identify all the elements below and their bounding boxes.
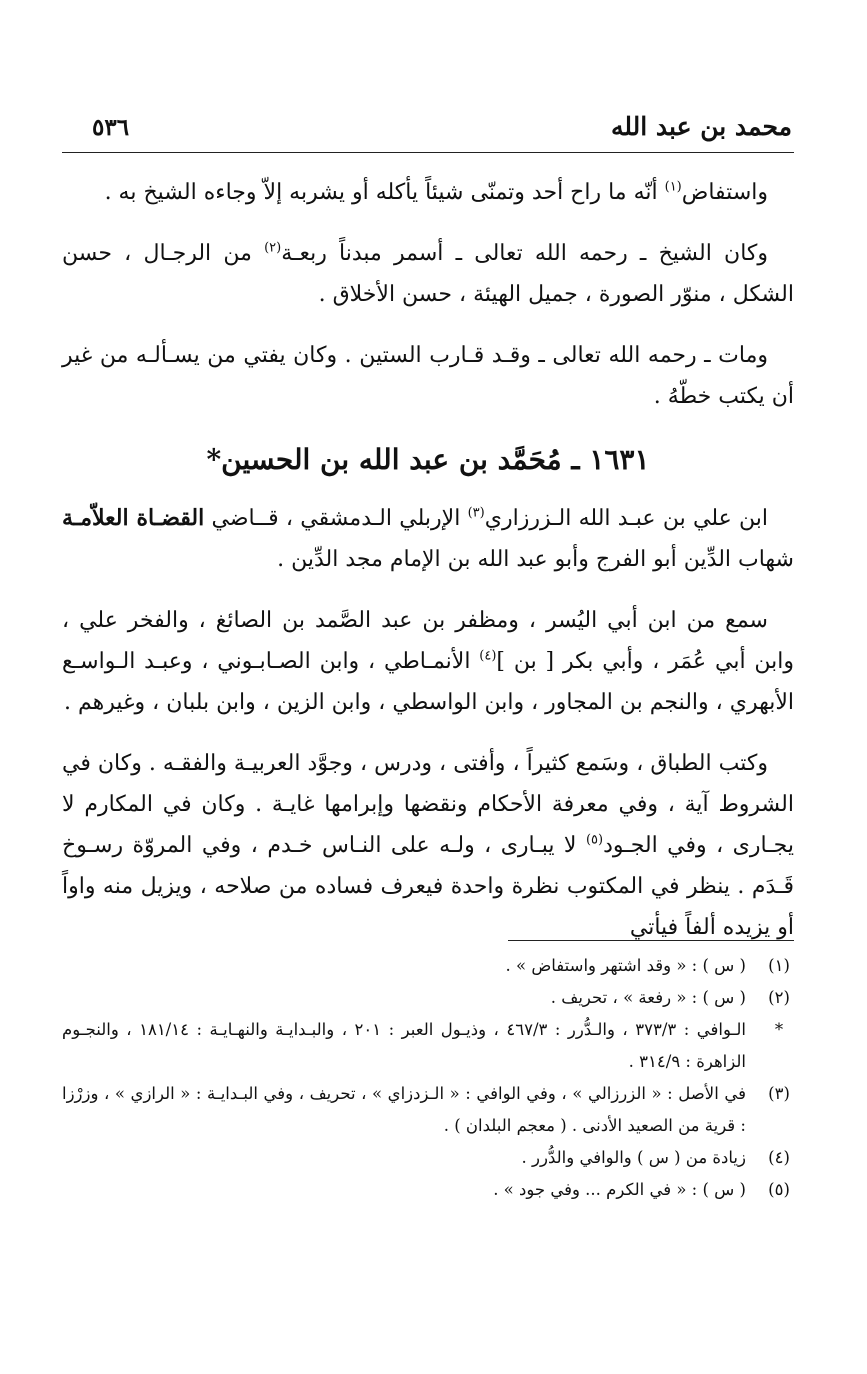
bold-title: القضـاة العلاّمـة (62, 505, 205, 531)
main-text (62, 172, 794, 968)
paragraph-1 (62, 172, 794, 213)
page-number: ٥٣٦ (92, 114, 130, 141)
running-title: محمد بن عبد الله (610, 112, 792, 141)
footnote (62, 1142, 794, 1174)
text-run: من الرجـال ، حسن الشكل ، منوّر الصورة ، جميل الهيئة ، حسن الأخلاق . (62, 241, 794, 307)
text-run: أنّه ما راح أحد وتمنّى شيئاً يأكله أو يشربه إلاّ وجاءه الشيخ به . (104, 180, 665, 205)
footnote-ref-1: (١) (664, 179, 682, 195)
footnote (62, 982, 794, 1014)
paragraph-5 (62, 600, 794, 723)
text-run: شهاب الدِّين أبو الفرج وأبو عبد الله بن الإمام مجد الدِّين . (277, 547, 794, 572)
paragraph-3: ومات ـ رحمه الله تعالى ـ وقـد قـارب الستين . وكان يفتي من يسـألـه من غير أن يكتب خطّهُ . (62, 343, 794, 409)
page (62, 108, 794, 1338)
text-run: واستفاض (681, 180, 768, 205)
text-run: ابن علي بن عبـد الله الـزرزاري (484, 506, 769, 531)
running-header (62, 108, 794, 153)
entry-heading (62, 439, 794, 480)
text-run: الأنمـاطي ، وابن الصـابـوني ، وعبـد الـواسـع الأبهري ، والنجم بن المجاور ، وابن الواسطي ، وابن الزين ، وابن بلبان ، وغيرهم . (62, 649, 794, 715)
footnote-number: (١) (768, 956, 790, 975)
text-run: لا يبـارى ، ولـه على النـاس خـدم ، وفي المروّة رسـوخ قَـدَم . ينظر في المكتوب نظرة واحدة فيعرف فساده من صلاحه ، ويزيل منه واواً أو يزيده ألفاً فيأتي (62, 833, 794, 940)
footnote (62, 1078, 794, 1142)
footnote-ref-2: (٢) (264, 240, 282, 256)
text-run: سمع من ابن أبي اليُسر ، ومظفر بن عبد الصَّمد بن الصائغ ، والفخر علي ، وابن أبي عُمَر ، وأبي بكر [ بن ] (62, 608, 794, 674)
footnote-ref-5: (٥) (585, 832, 604, 848)
footnote-separator (508, 940, 794, 941)
footnote (62, 1174, 794, 1206)
paragraph-4 (62, 498, 794, 580)
footnote-number: (٢) (768, 988, 790, 1007)
footnote-ref-4: (٤) (479, 648, 497, 664)
paragraph-2 (62, 233, 794, 315)
footnote-number: * (774, 1020, 784, 1039)
heading-text: ١٦٣١ ـ مُحَمَّد بن عبد الله بن الحسين (221, 443, 650, 476)
text-run: وكتب الطباق ، وسَمع كثيراً ، وأفتى ، ودرس ، وجوَّد العربيـة والفقـه . وكان في الشروط آية ، وفي معرفة الأحكام ونقضها وإبرامها غايـة . وكان في المكارم لا يجـارى ، وفي الجـود (62, 751, 794, 858)
footnote-number: (٣) (768, 1084, 790, 1103)
footnotes (62, 950, 794, 1206)
paragraph-6 (62, 743, 794, 948)
heading-star: * (206, 443, 222, 476)
footnote-text: زيادة من ( س ) والوافي والدُّرر . (521, 1148, 746, 1167)
footnote-text: ( س ) : « رفعة » ، تحريف . (550, 988, 746, 1007)
footnote (62, 1014, 794, 1078)
footnote-number: (٤) (768, 1148, 790, 1167)
footnote-ref-3: (٣) (467, 505, 485, 521)
footnote-text: ( س ) : « في الكرم ... وفي جود » . (493, 1180, 746, 1199)
footnote-text: في الأصل : « الزرزالي » ، وفي الوافي : « الـزدزاي » ، تحريف ، وفي البـدايـة : « الرازي » ، وزرْزا : قرية من الصعيد الأدنى . ( معجم البلدان ) . (62, 1084, 746, 1135)
text-run: الإربلي الـدمشقي ، قــاضي (204, 506, 468, 531)
footnote-text: الـوافي : ٣٧٣/٣ ، والـدُّرر : ٤٦٧/٣ ، وذيـول العبر : ٢٠١ ، والبـدايـة والنهـايـة : ١٨١/١٤ ، والنجـوم الزاهرة : ٣١٤/٩ . (62, 1020, 746, 1071)
footnote-number: (٥) (768, 1180, 790, 1199)
text-run: وكان الشيخ ـ رحمه الله تعالى ـ أسمر مبدناً ربعـة (281, 241, 769, 266)
footnote (62, 950, 794, 982)
footnote-text: ( س ) : « وقد اشتهر واستفاض » . (505, 956, 746, 975)
